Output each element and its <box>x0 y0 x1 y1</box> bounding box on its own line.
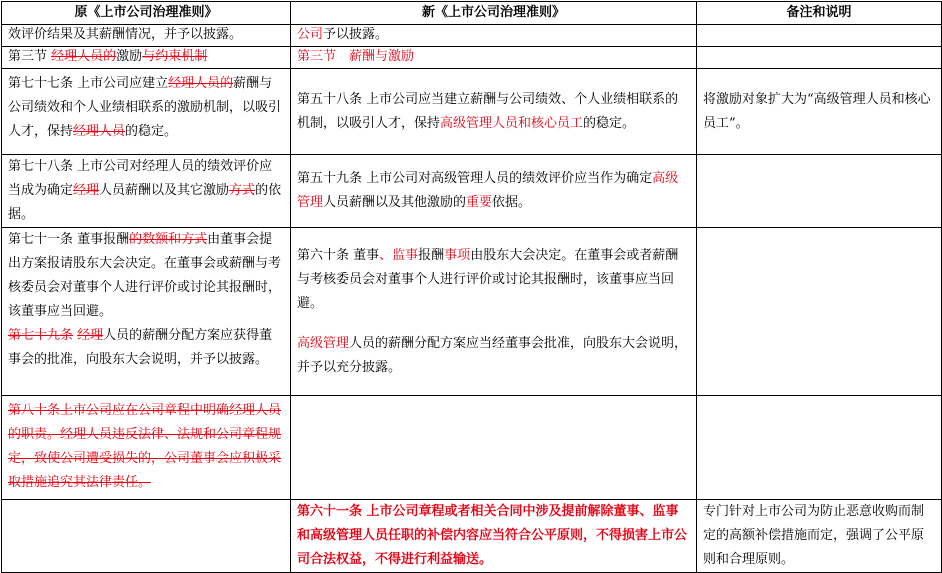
table-row <box>2 25 942 47</box>
table-header-row <box>2 2 942 25</box>
old-deleted: 经理 <box>73 183 100 198</box>
old-deleted: 经理 <box>77 328 104 343</box>
old-text: 人员薪酬以及其它激励 <box>99 183 230 198</box>
new-cell <box>291 25 697 47</box>
new-cell <box>291 228 697 396</box>
old-cell: 效评价结果及其薪酬情况，并予以披露。 <box>2 25 291 47</box>
new-text: 第五十九条 上市公司对高级管理人员的绩效评价应当作为确定 <box>297 171 653 186</box>
table-row <box>2 500 942 573</box>
table-row <box>2 69 942 155</box>
new-highlight: 高级管理 <box>297 171 679 210</box>
old-text: 第七十七条 上市公司应建立 <box>8 76 169 91</box>
old-cell <box>2 47 291 69</box>
old-text: 第三节 <box>8 49 48 64</box>
old-deleted: 经理人员的 <box>51 49 117 64</box>
old-text: 激励 <box>116 49 143 64</box>
note-cell <box>697 155 942 228</box>
old-cell <box>2 228 291 396</box>
note-cell: 专门针对上市公司为防止恶意收购而制定的高额补偿措施而定，强调了公平原则和合理原则。 <box>697 500 942 573</box>
table-row <box>2 396 942 500</box>
table-row <box>2 47 942 69</box>
old-deleted: 的数额和方式 <box>129 232 208 247</box>
table-row <box>2 228 942 396</box>
old-text: 由董事会提出方案报请股东大会决定。在董事会或薪酬与考核委员会对董事个人进行评价或讨论其报酬时，该董事应当回避。 <box>8 232 282 319</box>
new-cell <box>291 155 697 228</box>
note-cell <box>697 228 942 396</box>
note-cell <box>697 25 942 47</box>
old-text: 人员的薪酬分配方案应获得董事会的批准，向股东大会说明，并予以披露。 <box>8 328 273 367</box>
header-new: 新《上市公司治理准则》 <box>291 2 697 25</box>
note-cell <box>697 47 942 69</box>
new-cell <box>291 69 697 155</box>
new-text: 第六十条 董事 <box>297 247 380 263</box>
new-highlight: 事项 <box>444 247 471 263</box>
new-highlight: 、监事 <box>379 247 419 263</box>
old-cell-deleted: 第八十条上市公司应在公司章程中明确经理人员的职责。经理人员违反法律、法规和公司章程规定，致使公司遭受损失的，公司董事会应积极采取措施追究其法律责任。 <box>2 396 291 500</box>
new-text: 的稳定。 <box>583 115 636 131</box>
old-cell <box>2 69 291 155</box>
header-note: 备注和说明 <box>697 2 942 25</box>
old-text: 薪酬与公司绩效和个人业绩相联系的激励机制，以吸引人才，保持 <box>8 76 282 139</box>
new-highlight: 高级管理人员和核心员工 <box>440 115 584 131</box>
new-highlight: 公司 <box>297 27 324 42</box>
old-deleted: 经理人员 <box>73 124 126 139</box>
new-text: 予以披露。 <box>323 27 389 42</box>
old-cell <box>2 155 291 228</box>
old-deleted: 第七十九条 <box>8 328 74 343</box>
new-text: 人员薪酬以及其他激励的 <box>323 195 467 210</box>
new-text: 依据。 <box>492 195 532 210</box>
new-text: 报酬 <box>418 247 445 263</box>
old-text: 的稳定。 <box>125 124 178 139</box>
new-text: 人员的薪酬分配方案应当经董事会批准，向股东大会说明，并予以充分披露。 <box>297 335 688 375</box>
old-text: 的依据。 <box>8 183 282 222</box>
new-cell <box>291 396 697 500</box>
comparison-table <box>1 1 942 573</box>
header-old: 原《上市公司治理准则》 <box>2 2 291 25</box>
note-cell: 将激励对象扩大为“高级管理人员和核心员工”。 <box>697 69 942 155</box>
note-cell <box>697 396 942 500</box>
old-deleted: 与约束机制 <box>142 49 208 64</box>
new-text: 由股东大会决定。在董事会或者薪酬与考核委员会对董事个人进行评价或讨论其报酬时，该董事应当回避。 <box>297 247 679 311</box>
old-deleted: 经理人员的 <box>168 76 234 91</box>
table-row <box>2 155 942 228</box>
old-text: 第七十八条 上市公司对经理人员的绩效评价应当成为确定 <box>8 159 273 198</box>
old-cell <box>2 500 291 573</box>
old-text: 第七十一条 董事报酬 <box>8 232 130 247</box>
old-deleted: 方式 <box>229 183 256 198</box>
new-highlight: 重要 <box>466 195 493 210</box>
new-cell: 第六十一条 上市公司章程或者相关合同中涉及提前解除董事、监事和高级管理人员任职的补偿内容应当符合公平原则，不得损害上市公司合法权益，不得进行利益输送。 <box>291 500 697 573</box>
new-cell: 第三节 薪酬与激励 <box>291 47 697 69</box>
new-text: 第五十八条 上市公司应当建立薪酬与公司绩效、个人业绩相联系的机制，以吸引人才，保持 <box>297 91 679 131</box>
new-highlight: 高级管理 <box>297 335 350 351</box>
